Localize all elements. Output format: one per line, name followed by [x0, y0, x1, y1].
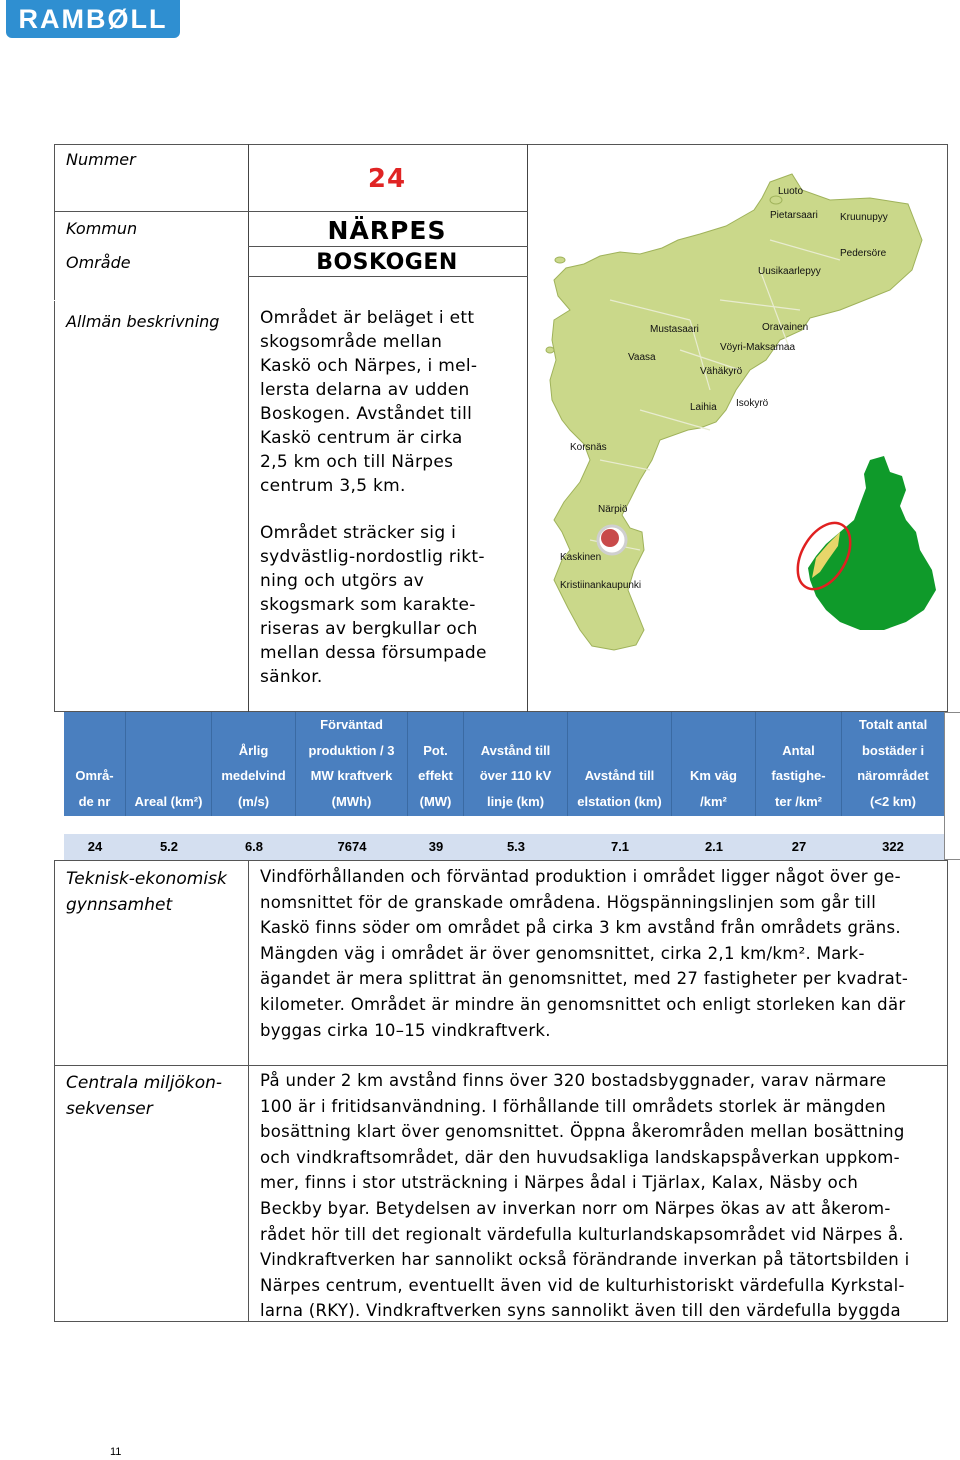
place-label: Uusikaarlepyy — [758, 266, 821, 277]
municipality-name: NÄRPES — [327, 215, 447, 245]
kommun-label: Kommun — [66, 219, 138, 238]
place-label: Kristiinankaupunki — [560, 580, 642, 591]
location-marker-dot — [601, 529, 619, 547]
place-label: Luoto — [778, 186, 804, 197]
data-table-row: 24 5.2 6.8 7674 39 5.3 7.1 2.1 27 322 — [64, 834, 944, 860]
row-divider — [54, 300, 248, 301]
general-description-p1: Området är beläget i ett skogsområde mellan Kaskö och Närpes, i mel- lersta delarna av udden Boskogen. Avståndet till Kaskö centrum är cirka 2,5 km och till Närpes centrum 3,5 km. — [260, 308, 478, 496]
place-label: Vähäkyrö — [700, 366, 743, 377]
place-label: Mustasaari — [650, 324, 699, 335]
table-right-edge — [944, 712, 960, 860]
place-label: Oravainen — [762, 322, 809, 333]
teknisk-text: Vindförhållanden och förväntad produktion i området ligger något över ge- nomsnittet för de granskade områdena. Högspänningslinjen som går till Kaskö finns söder om området på cirka 3 km avstånd från områdets gräns. Mängden väg i området är över genomsnittet, cirka 2,1 km/km². Mark- ägandet är mera splittrat än genomsnittet, med 27 fastigheter per kvadrat- kilometer. Området är mindre än genomsnittet och enligt storleken kan där byggas cirka 10–15 vindkraftverk. — [260, 867, 909, 1040]
area-number: 24 — [367, 164, 407, 194]
lower-column-divider — [248, 860, 249, 1322]
miljo-label: Centrala miljökon- sekvenser — [66, 1073, 223, 1119]
row-divider — [248, 276, 528, 277]
place-label: Korsnäs — [570, 442, 607, 453]
place-label: Laihia — [690, 402, 717, 413]
island — [555, 257, 565, 263]
place-label: Pietarsaari — [770, 210, 818, 221]
teknisk-label: Teknisk-ekonomisk gynnsamhet — [66, 869, 227, 915]
miljo-text: På under 2 km avstånd finns över 320 bostadsbyggnader, varav närmare 100 är i fritidsanvändning. I förhållande till områdets storlek är mängden bosättning klart över genomsnittet. Öppna åkerområden mellan bosättning och vindkraftsområdet, där den huvudsakliga landskapspåverkan uppkom- mer, finns i stor utsträckning i Närpes ådal i Tjärlax, Kalax, Näsby och Beckby byar. Betydelsen av inverkan norr om Närpes ökas av att åkerom- rådet hör till det regionalt värdefulla kulturlandskapsområdet vid Närpes å. Vindkraftverken har sannolikt också förändrande inverkan på tätortsbilden i Närpes centrum, eventuellt även vid de kulturhistoriskt värdefulla Kyrkstal- larna (RKY). Vindkraftverken syns sannolikt även till den värdefulla byggda — [260, 1071, 910, 1321]
location-map — [540, 160, 950, 660]
nummer-label: Nummer — [66, 150, 136, 169]
lower-row-divider — [54, 1065, 948, 1066]
place-label: Närpiö — [598, 504, 628, 515]
place-label: Kaskinen — [560, 552, 602, 563]
place-label: Vaasa — [628, 352, 656, 363]
island — [770, 196, 782, 204]
island — [546, 347, 554, 353]
general-description-p2: Området sträcker sig i sydvästlig-nordostlig rikt- ning och utgörs av skogsmark som karakte- riseras av bergkullar och mellan dessa försumpade sänkor. — [260, 523, 487, 687]
place-label: Kruunupyy — [840, 212, 888, 223]
omrade-label: Område — [66, 253, 131, 272]
allman-label: Allmän beskrivning — [66, 312, 220, 331]
ramboll-logo: RAMBØLL — [6, 0, 180, 38]
place-label: Isokyrö — [736, 398, 769, 409]
finland-inset — [808, 456, 936, 630]
place-label: Vöyri-Maksamaa — [720, 342, 796, 353]
table-spacer — [64, 816, 944, 834]
area-name: BOSKOGEN — [316, 249, 458, 275]
data-table-header: Områ- de nr Areal (km²) Årlig medelvind (m/s) Förväntad produktion / 3 MW kraftverk (MWh) Pot. effekt (MW) Avstånd till över 110 kV linje (km) Avstånd till elstation (km) Km väg /km² Antal fastighe- ter /km² Totalt antal bostäder i närområdet (<2 km) — [64, 712, 944, 816]
page-number: 11 — [110, 1446, 122, 1458]
place-label: Pedersöre — [840, 248, 887, 259]
